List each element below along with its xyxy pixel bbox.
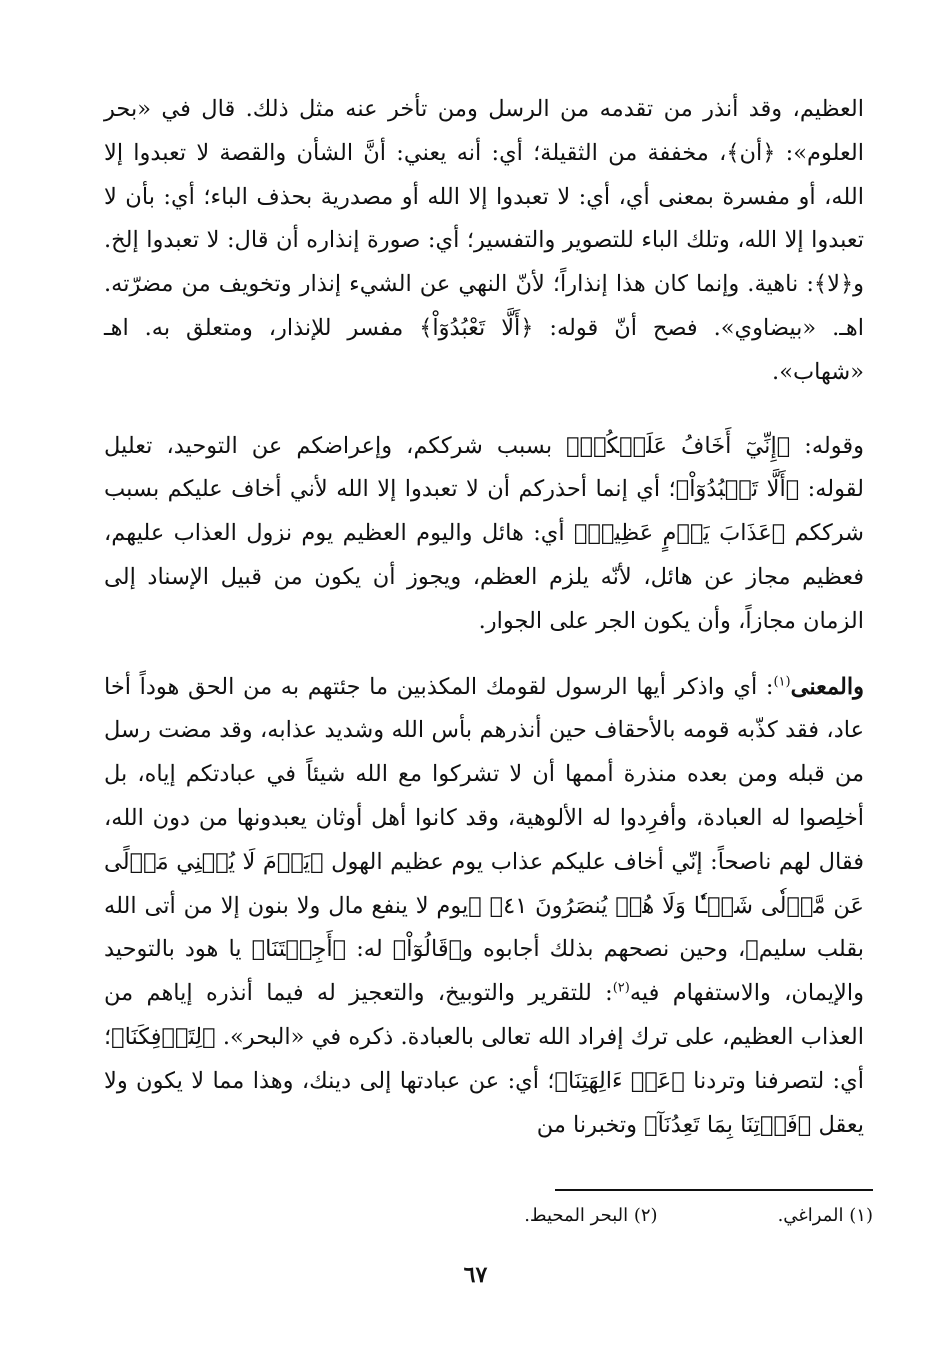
main-text — [104, 88, 864, 1147]
footnote-2: (٢) البحر المحيط. — [524, 1205, 658, 1226]
footnote-divider — [555, 1189, 873, 1191]
paragraph-3 — [104, 666, 864, 1148]
meaning-text-1: : أي واذكر أيها الرسول لقومك المكذبين ما جئتهم به من الحق هوداً أخا عاد، فقد كذّبه قومه بالأحقاف حين أنذرهم بأس الله وشديد عذابه، وقد مضت رسل من قبله ومن بعده منذرة أممها أن لا تشركوا مع الله شيئاً في عبادتكم إياه، بل أخلِصوا له العبادة، وأفرِدوا له الألوهية، وقد كانوا أهل أوثان يعبدونها من دون الله، فقال لهم ناصحاً: إنّي أخاف عليكم عذاب يوم عظيم الهول ﴿يَوۡمَ لَا يُغۡنِي مَوۡلًى عَن مَّوۡلٗى شَيۡـٔٗا وَلَا هُمۡ يُنصَرُونَ ٤١﴾ ﴿يوم لا ينفع مال ولا بنون إلا من أتى الله بقلب سليم﴾، وحين نصحهم بذلك أجابوه و﴿قَالُوٓاْ﴾ له: ﴿أَجِئۡتَنَا﴾ يا هود بالتوحيد والإيمان، والاستفهام فيه — [104, 673, 865, 1007]
footnote-ref-2: (٢) — [612, 980, 630, 996]
paragraph-2: وقوله: ﴿إِنِّيٓ أَخَافُ عَلَيۡكُمۡ﴾ بسبب شرككم، وإعراضكم عن التوحيد، تعليل لقوله: ﴿أَلَّا تَعۡبُدُوٓاْ﴾؛ أي إنما أحذركم أن لا تعبدوا إلا الله لأني أخاف عليكم بسبب شرككم ﴿عَذَابَ يَوۡمٍ عَظِيمٖ﴾ أي: هائل واليوم العظيم يوم نزول العذاب عليهم، فعظيم مجاز عن هائل، لأنّه يلزم العظم، ويجوز أن يكون من قبيل الإسناد إلى الزمان مجازاً، وأن يكون الجر على الجوار. — [104, 432, 864, 634]
footnotes — [524, 1205, 873, 1226]
meaning-text-2: : للتقرير والتوبيخ، والتعجيز له فيما أنذره إياهم من العذاب العظيم، على ترك إفراد الله تعالى بالعبادة. ذكره في «البحر». ﴿لِتَأۡفِكَنَا﴾؛ أي: لتصرفنا وتردنا ﴿عَنۡ ءَالِهَتِنَا﴾؛ أي: عن عبادتها إلى دينك، وهذا مما لا يكون ولا يعقل ﴿فَأۡتِنَا بِمَا تَعِدُنَآ﴾ وتخبرنا من — [104, 980, 864, 1138]
footnote-ref-1: (١) — [773, 674, 791, 690]
paragraph-gap — [104, 395, 864, 425]
paragraph-1: العظيم، وقد أنذر من تقدمه من الرسل ومن تأخر عنه مثل ذلك. قال في «بحر العلوم»: ﴿أن﴾، مخففة من الثقيلة؛ أي: أنه يعني: أنَّ الشأن والقصة لا تعبدوا إلا الله، أو مفسرة بمعنى أي، أي: لا تعبدوا إلا الله أو مصدرية بحذف الباء؛ أي: بأن لا تعبدوا إلا الله، وتلك الباء للتصوير والتفسير؛ أي: صورة إنذاره أن قال: لا تعبدوا إلخ. و﴿لا﴾: ناهية. وإنما كان هذا إنذاراً؛ لأنّ النهي عن الشيء إنذار وتخويف من مضرّته. اهـ. «بيضاوي». فصح أنّ قوله: ﴿أَلَّا تَعْبُدُوٓاْ﴾ مفسر للإنذار، ومتعلق به. اهـ «شهاب». — [104, 96, 864, 385]
footnote-1: (١) المراغي. — [777, 1205, 873, 1226]
page-number: ٦٧ — [463, 1262, 488, 1288]
paragraph-gap — [104, 644, 864, 666]
meaning-lead: والمعنى — [790, 673, 864, 700]
